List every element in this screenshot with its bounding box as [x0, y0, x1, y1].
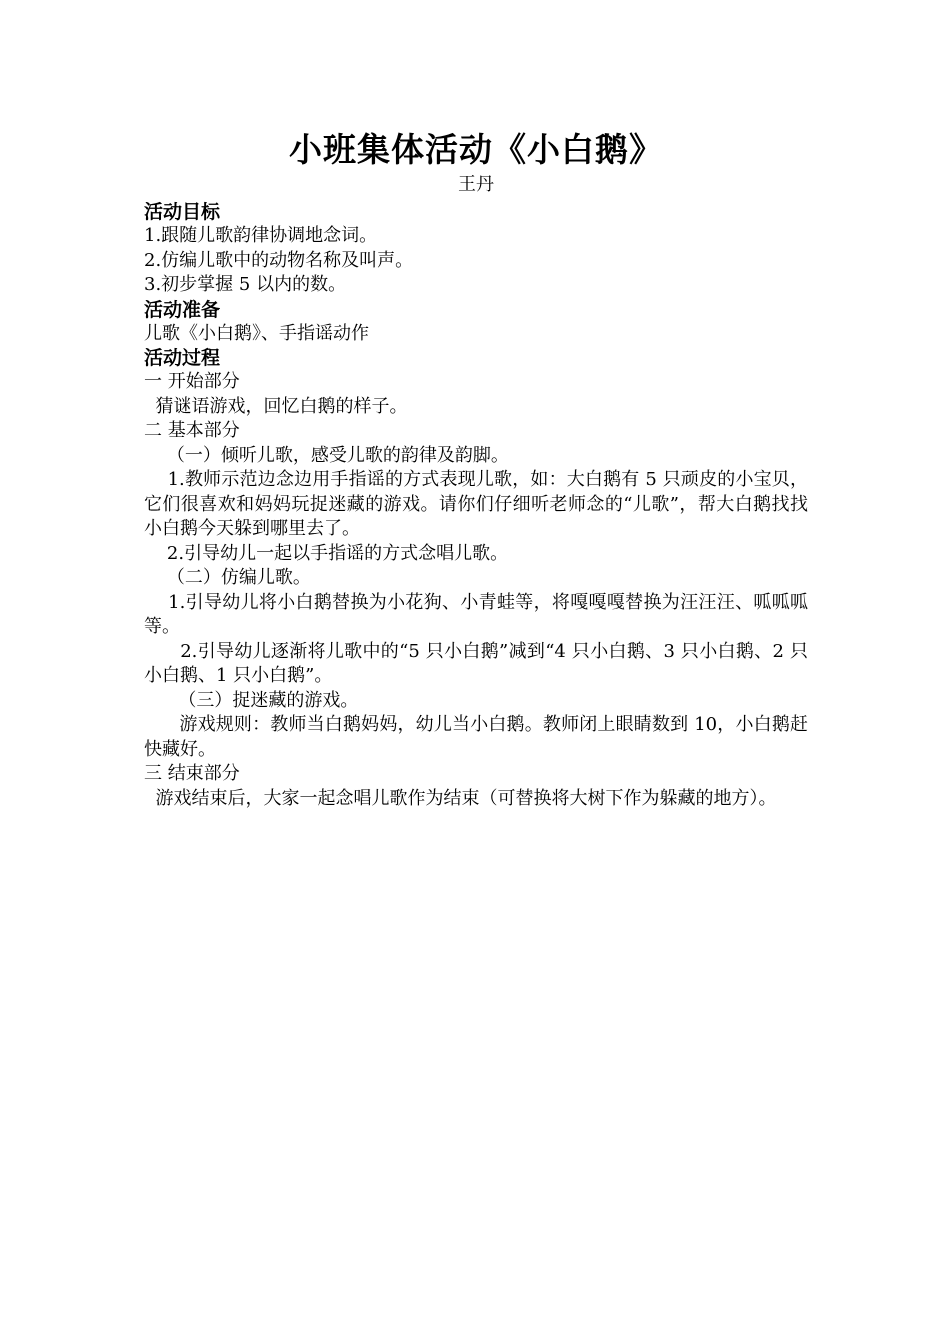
process-step-listen-2: 2.引导幼儿一起以手指谣的方式念唱儿歌。	[144, 542, 509, 564]
process-step-game: （三）捉迷藏的游戏。	[144, 689, 359, 711]
process-step-adapt-2: 2.引导幼儿逐渐将儿歌中的“5 只小白鹅”减到“4 只小白鹅、3 只小白鹅、2 只小白鹅、1 只小白鹅”。	[144, 640, 808, 686]
process-step-adapt: （二）仿编儿歌。	[144, 567, 311, 588]
process-part-2-title: 二 基本部分	[144, 420, 240, 441]
process-part-1-title: 一 开始部分	[144, 371, 240, 392]
document-page	[144, 128, 808, 811]
section-heading-goals: 活动目标	[144, 201, 221, 223]
preparation-text: 儿歌《小白鹅》、手指谣动作	[144, 322, 369, 344]
goal-item-1: 1.跟随儿歌韵律协调地念词。	[144, 225, 378, 246]
process-part-3-text: 游戏结束后，大家一起念唱儿歌作为结束（可替换将大树下作为躲藏的地方）。	[144, 787, 777, 809]
process-step-game-rules: 游戏规则：教师当白鹅妈妈，幼儿当小白鹅。教师闭上眼睛数到 10，小白鹅赶快藏好。	[144, 714, 808, 760]
process-step-listen-1: 1.教师示范边念边用手指谣的方式表现儿歌，如：大白鹅有 5 只顽皮的小宝贝，它们很喜欢和妈妈玩捉迷藏的游戏。请你们仔细听老师念的“儿歌”，帮大白鹅找找小白鹅今天躲到哪里去了。	[144, 469, 808, 539]
process-part-1-text: 猜谜语游戏，回忆白鹅的样子。	[144, 395, 408, 417]
section-heading-process: 活动过程	[144, 347, 221, 369]
process-step-adapt-1: 1.引导幼儿将小白鹅替换为小花狗、小青蛙等，将嘎嘎嘎替换为汪汪汪、呱呱呱等。	[144, 591, 809, 637]
section-heading-preparation: 活动准备	[144, 298, 221, 321]
document-author: 王丹	[458, 174, 494, 195]
document-title: 小班集体活动《小白鹅》	[289, 130, 663, 169]
process-step-listen: （一）倾听儿歌，感受儿歌的韵律及韵脚。	[144, 444, 509, 466]
goal-item-3: 3.初步掌握 5 以内的数。	[144, 274, 347, 295]
goal-item-2: 2.仿编儿歌中的动物名称及叫声。	[144, 249, 414, 271]
process-part-3-title: 三 结束部分	[144, 763, 240, 784]
